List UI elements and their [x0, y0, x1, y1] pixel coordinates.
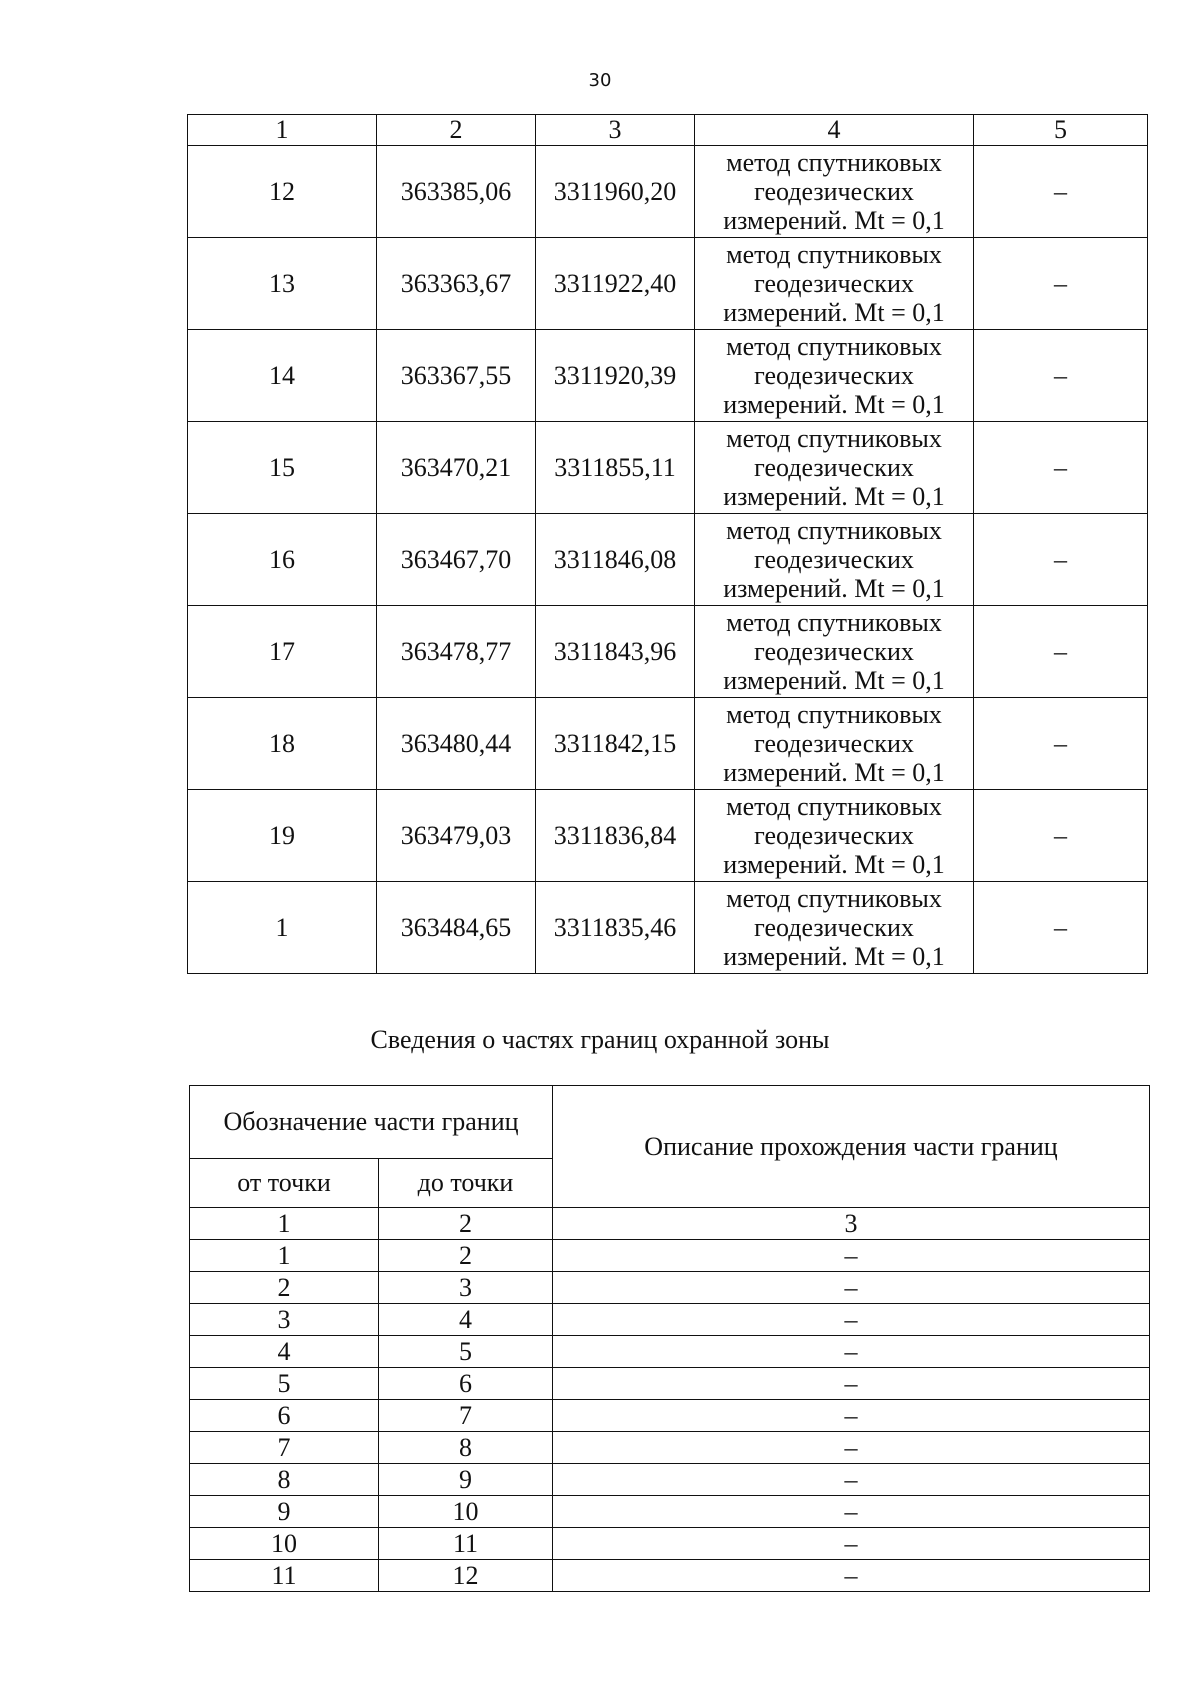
from-point: 2 [190, 1272, 379, 1304]
to-point: 5 [379, 1336, 553, 1368]
coordinate-y: 3311836,84 [536, 790, 695, 882]
page-number: 30 [588, 70, 612, 91]
table-row [190, 1560, 1150, 1592]
method-line: геодезических [754, 453, 914, 482]
part-description: – [553, 1528, 1150, 1560]
coordinate-x: 363367,55 [377, 330, 536, 422]
table-row [188, 146, 1148, 238]
table-row [190, 1432, 1150, 1464]
coordinate-x: 363363,67 [377, 238, 536, 330]
table-row [190, 1368, 1150, 1400]
note: – [974, 238, 1148, 330]
column-number: 2 [377, 115, 536, 146]
table-row [190, 1464, 1150, 1496]
table-row [188, 606, 1148, 698]
point-number: 16 [188, 514, 377, 606]
note: – [974, 698, 1148, 790]
from-point: 8 [190, 1464, 379, 1496]
determination-method [695, 146, 974, 238]
method-line: геодезических [754, 269, 914, 298]
note: – [974, 330, 1148, 422]
point-number: 19 [188, 790, 377, 882]
table-row [190, 1272, 1150, 1304]
method-line: измерений. Mt = 0,1 [723, 574, 945, 603]
note: – [974, 514, 1148, 606]
part-description: – [553, 1240, 1150, 1272]
method-line: геодезических [754, 361, 914, 390]
determination-method [695, 330, 974, 422]
determination-method [695, 422, 974, 514]
from-point: 5 [190, 1368, 379, 1400]
table-row [188, 698, 1148, 790]
method-line: измерений. Mt = 0,1 [723, 206, 945, 235]
from-point: 9 [190, 1496, 379, 1528]
parts-numbering-row [190, 1208, 1150, 1240]
method-line: геодезических [754, 821, 914, 850]
part-description: – [553, 1560, 1150, 1592]
part-description: – [553, 1496, 1150, 1528]
from-point: 10 [190, 1528, 379, 1560]
from-point: 7 [190, 1432, 379, 1464]
coordinate-x: 363479,03 [377, 790, 536, 882]
coordinate-y: 3311922,40 [536, 238, 695, 330]
method-line: измерений. Mt = 0,1 [723, 850, 945, 879]
note: – [974, 422, 1148, 514]
coordinate-y: 3311842,15 [536, 698, 695, 790]
header-to-point: до точки [379, 1159, 553, 1208]
coordinates-header-row [188, 115, 1148, 146]
determination-method [695, 698, 974, 790]
table-row [190, 1496, 1150, 1528]
method-line: метод спутниковых [726, 700, 942, 729]
method-line: метод спутниковых [726, 608, 942, 637]
point-number: 12 [188, 146, 377, 238]
from-point: 11 [190, 1560, 379, 1592]
method-line: метод спутниковых [726, 332, 942, 361]
method-line: измерений. Mt = 0,1 [723, 482, 945, 511]
note: – [974, 146, 1148, 238]
point-number: 13 [188, 238, 377, 330]
method-line: измерений. Mt = 0,1 [723, 666, 945, 695]
method-line: метод спутниковых [726, 148, 942, 177]
point-number: 14 [188, 330, 377, 422]
determination-method [695, 882, 974, 974]
point-number: 15 [188, 422, 377, 514]
determination-method [695, 514, 974, 606]
table-row [188, 790, 1148, 882]
column-number: 2 [379, 1208, 553, 1240]
from-point: 4 [190, 1336, 379, 1368]
column-number: 4 [695, 115, 974, 146]
table-row [188, 882, 1148, 974]
table-row [188, 238, 1148, 330]
to-point: 10 [379, 1496, 553, 1528]
note: – [974, 790, 1148, 882]
column-number: 3 [553, 1208, 1150, 1240]
to-point: 2 [379, 1240, 553, 1272]
note: – [974, 606, 1148, 698]
point-number: 1 [188, 882, 377, 974]
to-point: 8 [379, 1432, 553, 1464]
coordinate-y: 3311920,39 [536, 330, 695, 422]
to-point: 4 [379, 1304, 553, 1336]
method-line: измерений. Mt = 0,1 [723, 942, 945, 971]
method-line: измерений. Mt = 0,1 [723, 390, 945, 419]
header-designation: Обозначение части границ [190, 1086, 553, 1159]
table-row [190, 1304, 1150, 1336]
parts-header-row [190, 1086, 1150, 1159]
point-number: 17 [188, 606, 377, 698]
header-from-point: от точки [190, 1159, 379, 1208]
note: – [974, 882, 1148, 974]
table-row [190, 1240, 1150, 1272]
method-line: геодезических [754, 729, 914, 758]
coordinate-y: 3311960,20 [536, 146, 695, 238]
from-point: 3 [190, 1304, 379, 1336]
table-row [190, 1400, 1150, 1432]
method-line: метод спутниковых [726, 240, 942, 269]
from-point: 1 [190, 1240, 379, 1272]
method-line: метод спутниковых [726, 792, 942, 821]
coordinate-x: 363470,21 [377, 422, 536, 514]
determination-method [695, 606, 974, 698]
method-line: геодезических [754, 177, 914, 206]
method-line: измерений. Mt = 0,1 [723, 758, 945, 787]
table-row [188, 422, 1148, 514]
to-point: 6 [379, 1368, 553, 1400]
part-description: – [553, 1336, 1150, 1368]
to-point: 12 [379, 1560, 553, 1592]
coordinate-x: 363480,44 [377, 698, 536, 790]
part-description: – [553, 1272, 1150, 1304]
coordinate-y: 3311855,11 [536, 422, 695, 514]
to-point: 9 [379, 1464, 553, 1496]
part-description: – [553, 1464, 1150, 1496]
coordinate-y: 3311846,08 [536, 514, 695, 606]
table-row [188, 514, 1148, 606]
method-line: геодезических [754, 913, 914, 942]
coordinate-x: 363484,65 [377, 882, 536, 974]
coordinates-table [187, 114, 1148, 974]
method-line: метод спутниковых [726, 884, 942, 913]
column-number: 1 [190, 1208, 379, 1240]
coordinate-x: 363467,70 [377, 514, 536, 606]
header-description: Описание прохождения части границ [553, 1086, 1150, 1208]
part-description: – [553, 1368, 1150, 1400]
method-line: метод спутниковых [726, 516, 942, 545]
coordinate-x: 363478,77 [377, 606, 536, 698]
point-number: 18 [188, 698, 377, 790]
to-point: 7 [379, 1400, 553, 1432]
part-description: – [553, 1304, 1150, 1336]
method-line: геодезических [754, 637, 914, 666]
section-title: Сведения о частях границ охранной зоны [370, 1025, 830, 1054]
part-description: – [553, 1400, 1150, 1432]
method-line: измерений. Mt = 0,1 [723, 298, 945, 327]
determination-method [695, 790, 974, 882]
column-number: 5 [974, 115, 1148, 146]
to-point: 11 [379, 1528, 553, 1560]
column-number: 3 [536, 115, 695, 146]
from-point: 6 [190, 1400, 379, 1432]
coordinate-y: 3311835,46 [536, 882, 695, 974]
part-description: – [553, 1432, 1150, 1464]
boundary-parts-table [189, 1085, 1150, 1592]
table-row [190, 1528, 1150, 1560]
table-row [190, 1336, 1150, 1368]
table-row [188, 330, 1148, 422]
coordinate-y: 3311843,96 [536, 606, 695, 698]
coordinate-x: 363385,06 [377, 146, 536, 238]
method-line: метод спутниковых [726, 424, 942, 453]
column-number: 1 [188, 115, 377, 146]
method-line: геодезических [754, 545, 914, 574]
to-point: 3 [379, 1272, 553, 1304]
determination-method [695, 238, 974, 330]
